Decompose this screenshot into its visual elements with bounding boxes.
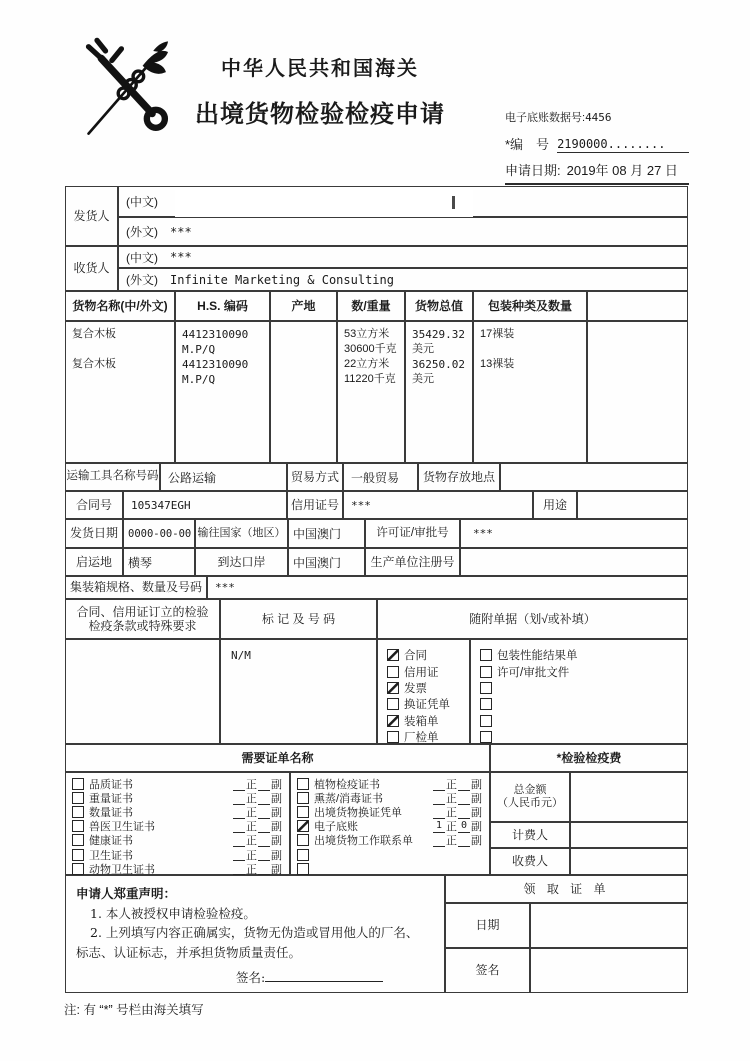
storage-value[interactable] [500,463,688,491]
checkbox[interactable] [72,863,84,875]
fee-total-label: 总金额 （人民币元） [490,772,570,822]
attached-docs-header: 随附单据（划√或补填） [377,599,688,639]
marks-header: 标 记 及 号 码 [220,599,377,639]
cert-item [297,847,483,861]
attached-doc-item: 许可/审批文件 [480,663,687,679]
packing: 17裸装 [480,328,515,340]
attached-doc-item [480,680,687,696]
goods-header-value: 货物总值 [405,291,473,321]
consignee-cn-cell[interactable] [118,246,688,268]
usage-label: 用途 [533,491,577,519]
goods-name: 复合木板 [72,358,116,370]
pickup-sign-label: 签名 [445,948,530,993]
goods-header-qty: 数/重量 [337,291,405,321]
checkbox[interactable] [480,698,492,710]
goods-header-packing: 包装种类及数量 [473,291,587,321]
chinese-prefix: (中文) [126,195,158,209]
attached-doc-item: 发票 [387,680,469,696]
departure-label: 启运地 [65,548,123,576]
header-meta [505,109,689,185]
permit-label: 许可证/审批号 [365,519,460,548]
checkbox[interactable] [297,863,309,875]
goods-header-origin: 产地 [270,291,337,321]
origin [277,327,333,342]
checkbox[interactable] [297,834,309,846]
destination-value[interactable]: 中国澳门 [288,519,365,548]
ledger-number-row [505,109,689,125]
cert-item: 动物卫生证书 正 副 [72,862,283,876]
checkbox[interactable] [297,820,309,832]
serial-number-value[interactable]: 2190000........ [557,137,689,153]
agency-title: 中华人民共和国海关 [221,58,419,80]
cert-item: 出境货物换证凭单 正 副 [297,805,483,819]
form-title: 出境货物检验检疫申请 [195,101,445,128]
packing: 13裸装 [480,358,515,370]
checkbox[interactable] [297,778,309,790]
cert-item: 植物检疫证书 正 副 [297,777,483,791]
attached-doc-item: 装箱单 [387,713,469,729]
goods-col-hs[interactable] [175,321,270,463]
arrival-port-label: 到达口岸 [195,548,288,576]
goods-header-name: 货物名称(中/外文) [65,291,175,321]
storage-label: 货物存放地点 [418,463,500,491]
fee-collector-label: 收费人 [490,848,570,875]
marks-value[interactable]: N/M [220,639,377,744]
attached-doc-item: 厂检单 [387,729,469,745]
attached-doc-item: 换证凭单 [387,696,469,712]
checkbox[interactable] [387,649,399,661]
total-value: 35429.32 [412,328,465,341]
checkbox[interactable] [72,820,84,832]
consignor-fn-cell[interactable] [118,217,688,246]
goods-header-extra [587,291,688,321]
vehicle-label: 运输工具名称号码 [65,463,160,491]
checkbox[interactable] [480,731,492,743]
arrival-port-value[interactable]: 中国澳门 [288,548,365,576]
cert-item: 出境货物工作联系单 正 副 [297,833,483,847]
checkbox[interactable] [297,792,309,804]
footnote: 注: 有 “*” 号栏由海关填写 [64,1003,204,1017]
checkbox[interactable] [387,666,399,678]
attached-doc-item: 合同 [387,647,469,663]
attached-doc-item: 包装性能结果单 [480,647,687,663]
serial-number-label: *编 号 [505,137,550,152]
signature-field[interactable] [265,969,383,982]
checkbox[interactable] [72,792,84,804]
cert-item: 品质证书 正 副 [72,777,283,791]
contract-value[interactable]: 105347EGH [123,491,287,519]
checkbox[interactable] [297,806,309,818]
checkbox[interactable] [72,849,84,861]
cert-item: 健康证书 正 副 [72,833,283,847]
checkbox[interactable] [387,682,399,694]
permit-value[interactable]: *** [460,519,688,548]
attached-doc-item [480,696,687,712]
fee-collector-value[interactable] [570,848,688,875]
volume: 53立方米 [344,328,390,340]
special-terms-value[interactable] [65,639,220,744]
goods-col-name[interactable] [65,321,175,463]
consignee-fn-value: Infinite Marketing & Consulting [170,272,394,287]
application-date-value[interactable]: 2019年 08 月 27 日 [566,163,678,178]
volume: 22立方米 [344,358,390,370]
pickup-date-value[interactable] [530,903,688,948]
trade-mode-label: 贸易方式 [287,463,343,491]
declaration-line: 标志、认证标志，并承担货物质量责任。 [76,944,302,960]
container-label: 集装箱规格、数量及号码 [65,576,207,599]
ship-date-label: 发货日期 [65,519,123,548]
hs-suffix: M.P/Q [182,343,216,356]
declaration-line: 1. 本人被授权申请检验检疫。 [90,905,256,921]
goods-col-qty[interactable] [337,321,405,463]
application-date-row [505,160,689,185]
goods-name: 复合木板 [72,328,116,340]
cert-item: 熏蒸/消毒证书 正 副 [297,791,483,805]
special-terms-header: 合同、信用证订立的检验 检疫条款或特殊要求 [65,599,220,639]
container-value[interactable]: *** [207,576,688,599]
chinese-prefix: (中文) [126,250,158,265]
fee-calculator-label: 计费人 [490,822,570,848]
hs-code: 4412310090 [182,358,249,371]
lc-value[interactable]: *** [343,491,533,519]
attached-docs-col-a [377,639,470,744]
required-certs-header: 需要证单名称 [65,744,490,772]
lc-label: 信用证号 [287,491,343,519]
goods-col-packing[interactable] [473,321,587,463]
consignee-fn-cell[interactable] [118,268,688,291]
weight: 30600千克 [344,343,397,355]
fee-total-value[interactable] [570,772,688,822]
checkbox[interactable] [72,806,84,818]
redaction-overlay [175,190,473,217]
certs-col-left [65,772,290,875]
destination-label: 输往国家（地区） [195,519,288,548]
checkbox[interactable] [480,715,492,727]
consignor-fn-value: *** [170,224,192,239]
usage-value[interactable] [577,491,688,519]
hs-suffix: M.P/Q [182,373,216,386]
vehicle-value[interactable]: 公路运输 [160,463,287,491]
consignee-label: 收货人 [65,246,118,291]
foreign-prefix: (外文) [126,273,158,287]
application-date-label: 申请日期: [505,163,561,178]
checkbox[interactable] [387,698,399,710]
checkbox[interactable] [387,715,399,727]
goods-col-origin[interactable] [270,321,337,463]
contract-label: 合同号 [65,491,123,519]
signature-label: 签名: [236,970,266,985]
checkbox[interactable] [480,666,492,678]
consignor-label: 发货人 [65,186,118,246]
currency: 美元 [412,373,434,385]
trade-mode-value[interactable]: 一般贸易 [343,463,418,491]
goods-col-extra [587,321,688,463]
attached-docs-col-b [470,639,688,744]
cert-item [297,862,483,876]
consignee-cn-value: *** [170,250,192,264]
cert-item: 卫生证书 正 副 [72,847,283,861]
checkbox[interactable] [480,682,492,694]
checkbox[interactable] [297,849,309,861]
checkbox[interactable] [72,778,84,790]
cert-item: 电子底账 1 正 0 副 [297,819,483,833]
departure-value[interactable]: 横琴 [123,548,195,576]
ship-date-value[interactable]: 0000-00-00 [123,519,195,548]
ledger-number-label: 电子底账数据号: [505,112,586,124]
checkbox[interactable] [72,834,84,846]
certs-col-mid [290,772,490,875]
hs-code: 4412310090 [182,328,249,341]
goods-col-value[interactable] [405,321,473,463]
pickup-header: 领 取 证 单 [445,875,688,903]
foreign-prefix: (外文) [126,225,158,239]
fee-calculator-value[interactable] [570,822,688,848]
attached-doc-item [480,713,687,729]
producer-reg-value[interactable] [460,548,688,576]
ledger-number-value: 4456 [585,111,612,124]
checkbox[interactable] [387,731,399,743]
attached-doc-item [480,729,687,745]
declaration-title: 申请人郑重声明： [76,886,177,901]
cert-item: 数量证书 正 副 [72,805,283,819]
applicant-declaration [65,875,445,993]
redaction-artifact [452,196,455,209]
pickup-sign-value[interactable] [530,948,688,993]
checkbox[interactable] [480,649,492,661]
weight: 11220千克 [344,373,396,385]
producer-reg-label: 生产单位注册号 [365,548,460,576]
attached-doc-item: 信用证 [387,663,469,679]
signature-row [236,968,434,988]
total-value: 36250.02 [412,358,465,371]
customs-emblem-icon [78,34,186,140]
currency: 美元 [412,343,434,355]
declaration-line: 2. 上列填写内容正确属实，货物无伪造或冒用他人的厂名、 [90,925,419,940]
serial-number-row [505,134,689,153]
form-title-block [188,52,452,129]
cert-item: 重量证书 正 副 [72,791,283,805]
pickup-date-label: 日期 [445,903,530,948]
goods-header-hs: H.S. 编码 [175,291,270,321]
fee-header: *检验检疫费 [490,744,688,772]
cert-item: 兽医卫生证书 正 副 [72,819,283,833]
